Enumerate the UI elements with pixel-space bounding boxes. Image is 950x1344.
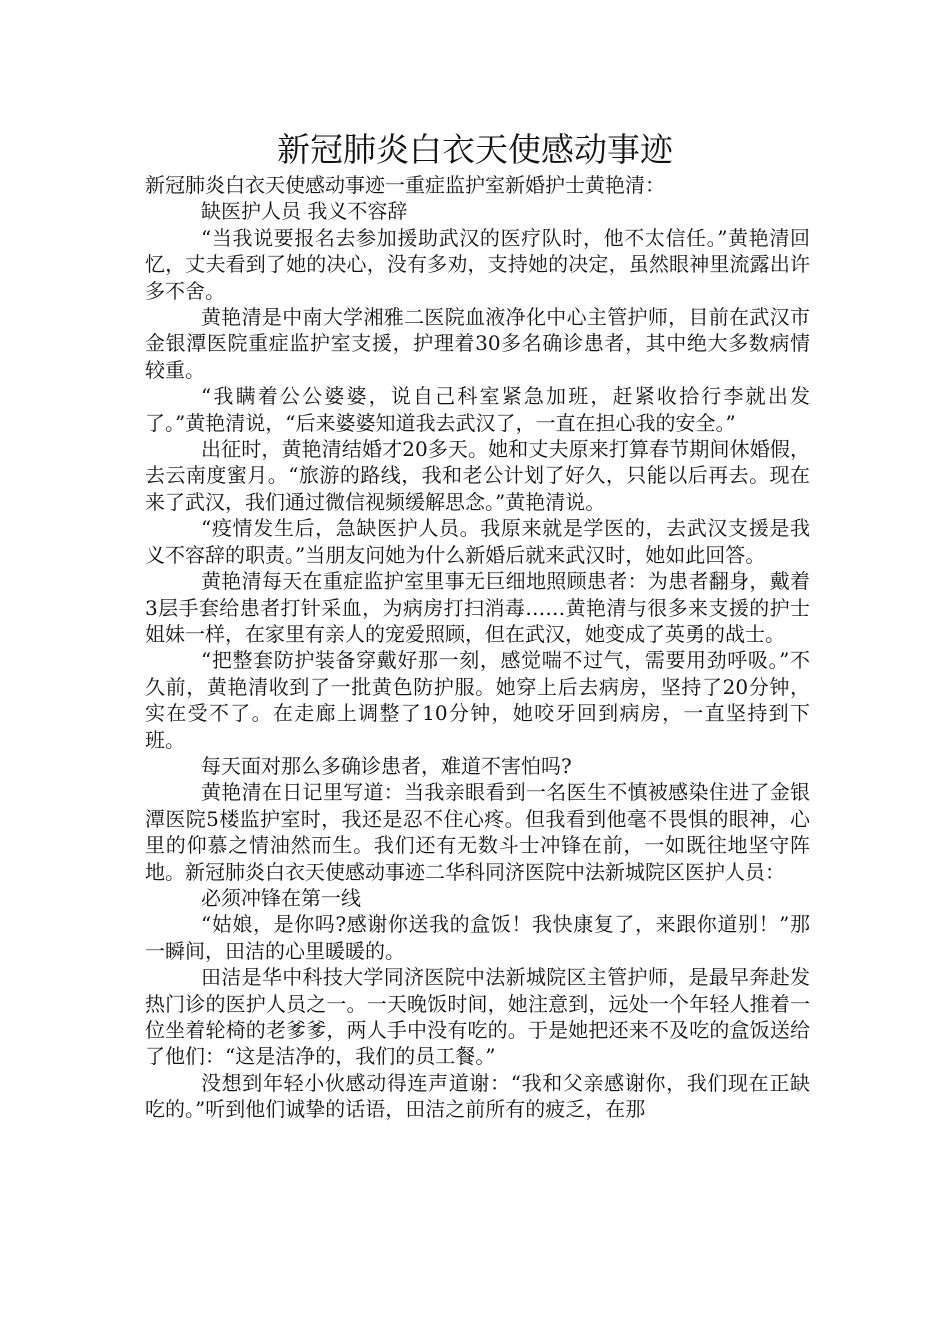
body-paragraph: “姑娘，是你吗?感谢你送我的盒饭！我快康复了，来跟你道别！”那一瞬间，田洁的心里暖暖的。 [145,912,810,963]
document-title: 新冠肺炎白衣天使感动事迹 [277,130,673,169]
body-paragraph: 每天面对那么多确诊患者，难道不害怕吗? [201,753,572,778]
body-paragraph: 黄艳清是中南大学湘雅二医院血液净化中心主管护师，目前在武汉市金银潭医院重症监护室支援，护理着30多名确诊患者，其中绝大多数病情较重。 [145,305,810,382]
body-paragraph: 田洁是华中科技大学同济医院中法新城院区主管护师，是最早奔赴发热门诊的医护人员之一。一天晚饭时间，她注意到，远处一个年轻人推着一位坐着轮椅的老爹爹，两人手中没有吃的。于是她把还来不及吃的盒饭送给了他们：“这是洁净的，我们的员工餐。” [145,965,810,1069]
body-paragraph: “当我说要报名去参加援助武汉的医疗队时，他不太信任。”黄艳清回忆，丈夫看到了她的决心，没有多劝，支持她的决定，虽然眼神里流露出许多不舍。 [145,225,810,303]
body-paragraph: 黄艳清每天在重症监护室里事无巨细地照顾患者：为患者翻身，戴着3层手套给患者打针采血，为病房打扫消毒……黄艳清与很多来支援的护士姐妹一样，在家里有亲人的宠爱照顾，但在武汉，她变成了英勇的战士。 [145,569,810,646]
body-paragraph: “疫情发生后，急缺医护人员。我原来就是学医的，去武汉支援是我义不容辞的职责。”当朋友问她为什么新婚后就来武汉时，她如此回答。 [145,516,810,567]
body-paragraph: 出征时，黄艳清结婚才20多天。她和丈夫原来打算春节期间休婚假，去云南度蜜月。“旅游的路线，我和老公计划了好久，只能以后再去。现在来了武汉，我们通过微信视频缓解思念。”黄艳清说。 [145,437,810,514]
body-paragraph: “把整套防护装备穿戴好那一刻，感觉喘不过气，需要用劲呼吸。”不久前，黄艳清收到了一批黄色防护服。她穿上后去病房，坚持了20分钟，实在受不了。在走廊上调整了10分钟，她咬牙回到病房，一直坚持到下班。 [145,648,810,752]
body-paragraph: 新冠肺炎白衣天使感动事迹一重症监护室新婚护士黄艳清： [145,173,665,197]
body-paragraph: “我瞒着公公婆婆，说自己科室紧急加班，赶紧收拾行李就出发了。”黄艳清说，“后来婆婆知道我去武汉了，一直在担心我的安全。” [145,384,810,435]
document-body [145,172,810,1123]
body-paragraph: 没想到年轻小伙感动得连声道谢：“我和父亲感谢你，我们现在正缺吃的。”听到他们诚挚的话语，田洁之前所有的疲乏，在那 [145,1070,810,1122]
body-paragraph: 黄艳清在日记里写道：当我亲眼看到一名医生不慎被感染住进了金银潭医院5楼监护室时，我还是忍不住心疼。但我看到他毫不畏惧的眼神，心里的仰慕之情油然而生。我们还有无数斗士冲锋在前，一如既往地坚守阵地。新冠肺炎白衣天使感动事迹二华科同济医院中法新城院区医护人员： [145,780,810,884]
body-paragraph: 缺医护人员 我义不容辞 [201,199,408,224]
body-paragraph: 必须冲锋在第一线 [201,885,361,910]
